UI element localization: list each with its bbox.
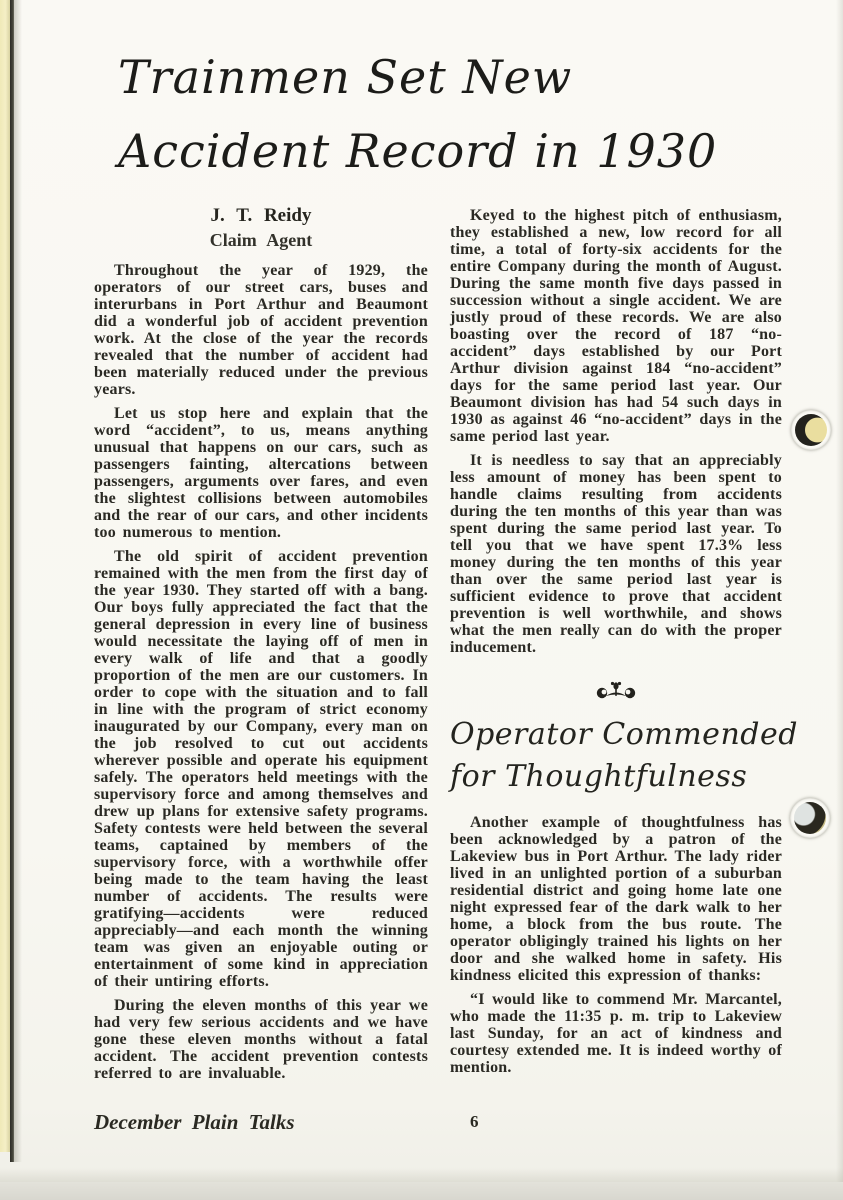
bottom-scan-band xyxy=(0,1182,843,1200)
article1-paragraph: During the eleven months of this year we had very few serious accidents and we have gone these eleven months without a fatal accident. The accident prevention contests referred to are invaluable. xyxy=(94,997,428,1082)
right-edge-shade xyxy=(836,0,843,1200)
binder-hole-bottom-inner xyxy=(794,802,826,834)
article1-paragraph: The old spirit of accident prevention remained with the men from the first day of the year 1930. They started off with a bang. Our boys fully appreciated the fact that the general depression in every line of business would necessitate the laying off of men in every walk of life and that a goodly proportion of the men are our customers. In order to cope with the situation and to fall in line with the program of strict economy inaugurated by our Company, every man on the job resolved to cut out accidents wherever possible and operate his equipment safely. The operators held meetings with the supervisory force and among themselves and drew up plans for extensive safety programs. Safety contests were held between the several teams, captained by members of the supervisory force, with a worthwhile offer being made to the team having the least number of accidents. The results were gratifying—accidents were reduced appreciably—and each month the winning team was given an enjoyable outing or entertainment of some kind in appreciation of their untiring efforts. xyxy=(94,548,428,990)
left-edge-soft-shadow xyxy=(14,0,22,1162)
binder-hole-top-inner xyxy=(795,414,827,446)
article-title-line2: Accident Record in 1930 xyxy=(118,124,718,178)
article-title xyxy=(118,40,738,188)
fleuron-ornament-icon xyxy=(593,678,639,702)
article2-heading xyxy=(450,714,798,798)
article-title-line1: Trainmen Set New xyxy=(118,50,573,104)
article2-heading-line2: for Thoughtfulness xyxy=(450,759,748,794)
binder-hole-bottom xyxy=(790,798,830,838)
left-page-edge-yellow xyxy=(0,0,10,1152)
article2-paragraph: “I would like to commend Mr. Marcantel, who made the 11:35 p. m. trip to Lakeview last Sunday, for an act of kindness and courtesy extended me. It is indeed worthy of mention. xyxy=(450,991,782,1076)
byline-author: J. T. Reidy xyxy=(210,205,312,226)
section-divider xyxy=(450,678,782,706)
left-column xyxy=(94,204,428,1089)
publication-name: December Plain Talks xyxy=(94,1110,295,1134)
article2-heading-line1: Operator Commended xyxy=(450,717,798,752)
article1-paragraph: Let us stop here and explain that the word “accident”, to us, means anything unusual that happens on our cars, such as passengers fainting, altercations between passengers, arguments over fares, and even the slightest collisions between automobiles and the rear of our cars, and other incidents too numerous to mention. xyxy=(94,405,428,541)
article1-paragraph: It is needless to say that an appreciably less amount of money has been spent to handle claims resulting from accidents during the ten months of this year than was spent during the same period last year. To tell you that we have spent 17.3% less money during the ten months of this year than over the same period last year is sufficient evidence to prove that accident prevention is well worthwhile, and shows what the men really can do with the proper inducement. xyxy=(450,452,782,656)
byline-role: Claim Agent xyxy=(209,230,313,250)
byline xyxy=(94,204,428,252)
article1-paragraph: Throughout the year of 1929, the operators of our street cars, buses and interurbans in Port Arthur and Beaumont did a wonderful job of accident prevention work. At the close of the year the records revealed that the number of accident had been materially reduced under the previous years. xyxy=(94,262,428,398)
right-column xyxy=(450,207,798,1083)
page-footer xyxy=(94,1110,784,1140)
article1-paragraph: Keyed to the highest pitch of enthusiasm, they established a new, low record for all time, a total of forty-six accidents for the entire Company during the month of August. During the same month five days passed in succession without a single accident. We are justly proud of these records. We are also boasting over the record of 187 “no-accident” days established by our Port Arthur division against 184 “no-accident” days for the same period last year. Our Beaumont division has had 54 such days in 1930 as against 46 “no-accident” days in the same period last year. xyxy=(450,207,782,445)
page-number: 6 xyxy=(470,1112,479,1131)
binder-hole-top xyxy=(791,410,831,450)
article2-paragraph: Another example of thoughtfulness has been acknowledged by a patron of the Lakeview bus in Port Arthur. The lady rider lived in an unlighted portion of a suburban residential district and going home late one night expressed fear of the dark walk to her home, a block from the bus route. The operator obligingly trained his lights on her door and she walked home in safety. His kindness elicited this expression of thanks: xyxy=(450,814,782,984)
bottom-edge-fade xyxy=(0,1168,843,1182)
